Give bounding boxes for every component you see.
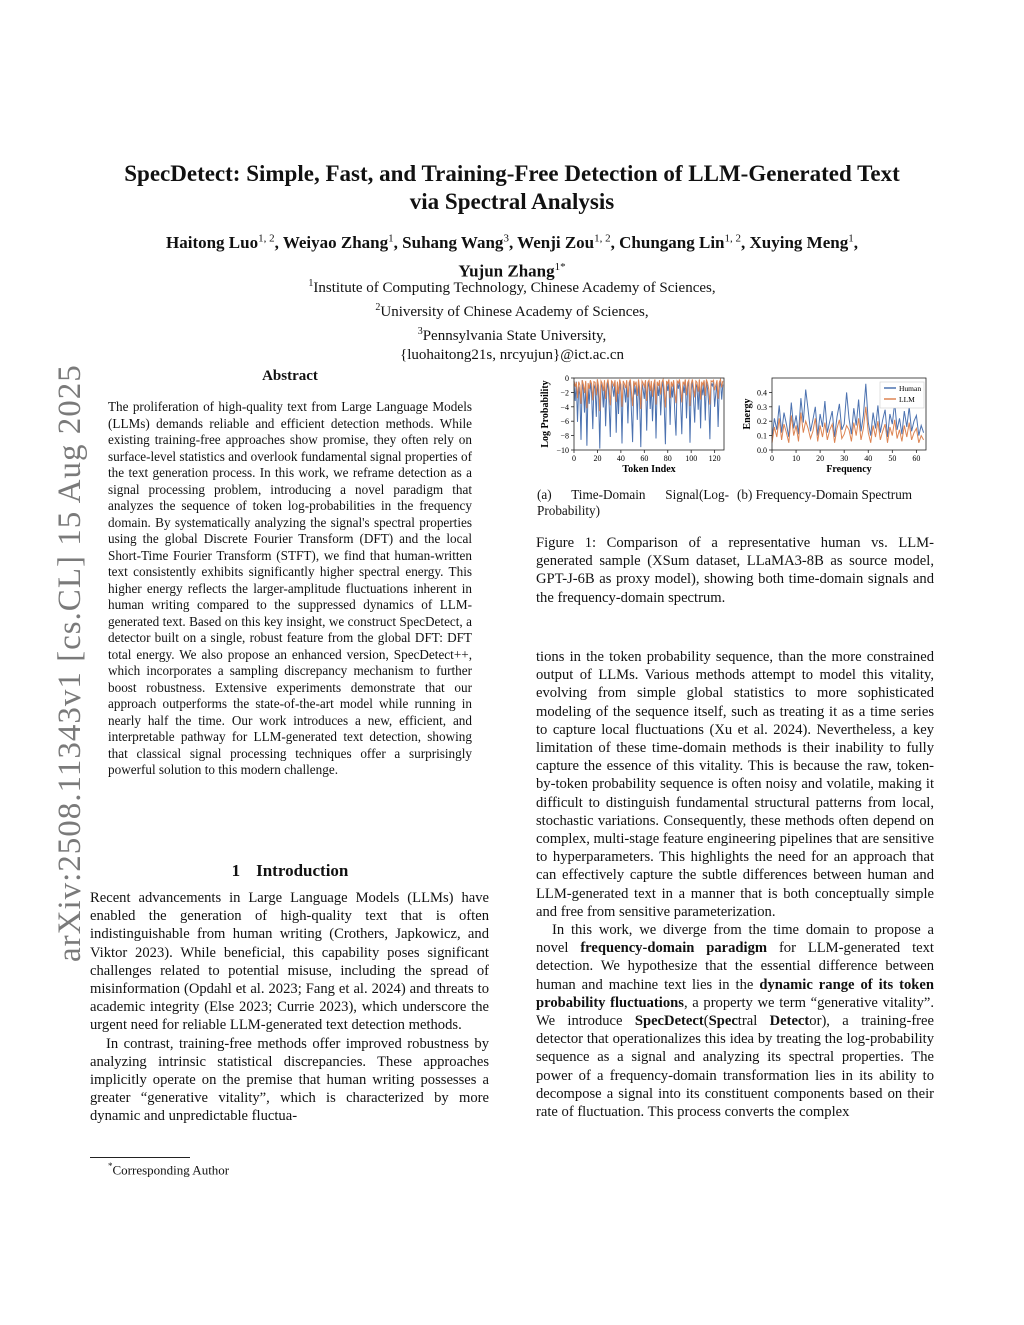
section-heading-introduction: 1 Introduction (231, 861, 349, 880)
y-tick-label: 0.3 (757, 402, 767, 412)
author-last: Yujun Zhang$^{1*}$ (458, 260, 566, 281)
x-tick-label: 10 (792, 454, 801, 463)
figure-b-frequency-chart (740, 370, 934, 482)
title-line-2: via Spectral Analysis (409, 189, 615, 214)
affiliation: $^2$University of Chinese Academy of Sciences, (375, 302, 649, 320)
x-tick-label: 20 (593, 454, 602, 463)
y-tick-label: −4 (560, 402, 569, 412)
x-tick-label: 80 (663, 454, 672, 463)
emails: {luohaitong21s, nrcyujun}@ict.ac.cn (400, 347, 624, 363)
figure-caption-a: (a) Time-Domain Signal(Log-Probability) (537, 487, 729, 518)
paragraph: tions in the token probability sequence, than the more constrained output of LLMs. Various methods attempt to model this vitality, evolving from simple global statistics to more sophisticated modeling of the sequence itself, such as treating it as a time series to capture local fluctuations (Xu et al. 2024). Nevertheless, a key limitation of these time-domain methods is their inability to fully capture the essence of this vitality. This is because the raw, token-by-token probability sequence is often noisy and volatile, making it difficult to distinguish fundamental structural patterns from local, stochastic variations. Consequently, these methods often depend on complex, multi-stage feature engineering pipelines that are sensitive to hyperparameters. This highlights the need for an approach that can effectively capture the subtle differences between human and LLM-generated text in a manner that is both conceptually simple and free from sensitive parameterization. (536, 649, 934, 920)
footnote: *Corresponding Author (108, 1161, 230, 1178)
x-tick-label: 0 (572, 454, 576, 463)
y-axis-label: Energy (742, 398, 753, 430)
author: Haitong Luo$^{1, 2}$, (166, 232, 283, 252)
legend-label: Human (899, 384, 922, 393)
x-axis-label: Frequency (826, 464, 872, 475)
title-line-1: SpecDetect: Simple, Fast, and Training-Free Detection of LLM-Generated Text (124, 161, 900, 186)
y-tick-label: 0.2 (757, 417, 767, 427)
left-column-text (90, 889, 489, 1126)
paragraph: In this work, we diverge from the time domain to propose a novel frequency-domain paradigm for LLM-generated text detection. We hypothesize that the essential difference between human and machine text lies in the dynamic range of its token probability fluctuations, a property we term “generative vitality”. We introduce SpecDetect(Spectral Detector), a training-free detector that operationalizes this idea by treating the log-probability sequence as a signal and analyzing its spectral properties. The power of a frequency-domain transformation lies in its ability to decompose a signal into its constituent components based on their rate of fluctuation. This process converts the complex (536, 922, 934, 1121)
footnote-rule (90, 1157, 190, 1158)
x-tick-label: 0 (770, 454, 774, 463)
x-tick-label: 120 (708, 454, 721, 463)
y-tick-label: 0.1 (757, 431, 767, 441)
y-tick-label: 0.4 (757, 388, 767, 398)
y-axis-label: Log Probability (540, 380, 551, 448)
y-tick-label: −8 (560, 431, 569, 441)
y-tick-label: −2 (560, 388, 569, 398)
paper-title (60, 160, 964, 216)
y-tick-label: 0 (565, 374, 569, 383)
x-tick-label: 40 (864, 454, 873, 463)
abstract-heading: Abstract (262, 368, 318, 384)
figure-caption: Figure 1: Comparison of a representative human vs. LLM-generated sample (XSum dataset, LLaMA3-8B as source model, GPT-J-6B as proxy model), showing both time-domain signals and the frequency-domain spectrum. (536, 535, 934, 606)
author: Wenji Zou$^{1, 2}$, (517, 232, 620, 252)
affiliation: $^3$Pennsylvania State University, (417, 326, 607, 344)
author: Xuying Meng$^1$, (749, 232, 858, 252)
author: Weiyao Zhang$^1$, (282, 232, 403, 252)
paragraph: Recent advancements in Large Language Models (LLMs) have enabled the generation of high-quality text that is often indistinguishable from human writing (Crothers, Japkowicz, and Viktor 2023). While beneficial, this capability poses significant challenges related to potential misuse, including the spread of misinformation (Opdahl et al. 2023; Fang et al. 2024) and threats to academic integrity (Else 2023; Currie 2023), which underscore the urgent need for reliable LLM-generated text detection methods. (90, 890, 489, 1034)
x-tick-label: 60 (640, 454, 649, 463)
affiliations (60, 274, 964, 365)
figure-caption-b: (b) Frequency-Domain Spectrum (737, 487, 913, 502)
author: Suhang Wang$^3$, (402, 232, 518, 252)
x-tick-label: 50 (888, 454, 897, 463)
figure-a-time-domain-chart (536, 370, 732, 482)
x-axis-label: Token Index (622, 464, 676, 475)
x-tick-label: 30 (840, 454, 849, 463)
legend-label: LLM (899, 395, 915, 404)
abstract-body: The proliferation of high-quality text from Large Language Models (LLMs) demands reliable and efficient detection methods. While existing training-free approaches show promise, they often rely on surface-level statistics and overlook fundamental signal properties of the text generation process. In this work, we reframe detection as a signal processing problem, introducing a novel paradigm that analyzes the sequence of token log-probabilities in the frequency domain. By systematically analyzing the signal's spectral properties using the global Discrete Fourier Transform (DFT) and the local Short-Time Fourier Transform (STFT), we find that human-written text consistently exhibits significantly higher spectral energy. This higher energy reflects the larger-amplitude fluctuations inherent in human writing compared to the suppressed dynamics of LLM-generated text. Based on this key insight, we construct SpecDetect, a detector built on a single, robust feature from the global DFT: DFT total energy. We also propose an enhanced version, SpecDetect++, which incorporates a sampling discrepancy mechanism to further boost robustness. Extensive experiments demonstrate that our approach outperforms the state-of-the-art model while running in nearly half the time. Our work introduces a new, efficient, and interpretable pathway for LLM-generated text detection, showing that classical signal processing techniques offer a surprisingly powerful solution to this modern challenge. (108, 399, 472, 777)
x-tick-label: 60 (912, 454, 921, 463)
y-tick-label: −6 (560, 417, 569, 427)
author: Chungang Lin$^{1, 2}$, (619, 232, 750, 252)
right-column-text (536, 648, 934, 1121)
affiliation: $^1$Institute of Computing Technology, Chinese Academy of Sciences, (308, 278, 716, 296)
x-tick-label: 40 (616, 454, 625, 463)
x-tick-label: 100 (685, 454, 698, 463)
x-tick-label: 20 (816, 454, 825, 463)
y-tick-label: −10 (556, 446, 569, 455)
paragraph: In contrast, training-free methods offer improved robustness by analyzing intrinsic statistical discrepancies. These approaches implicitly operate on the premise that human writing possesses a greater “generative vitality”, which is characterized by more dynamic and unpredictable fluctua- (90, 1035, 489, 1125)
arxiv-watermark: arXiv:2508.11343v1 [cs.CL] 15 Aug 2025 (52, 364, 88, 962)
y-tick-label: 0.0 (757, 446, 767, 455)
